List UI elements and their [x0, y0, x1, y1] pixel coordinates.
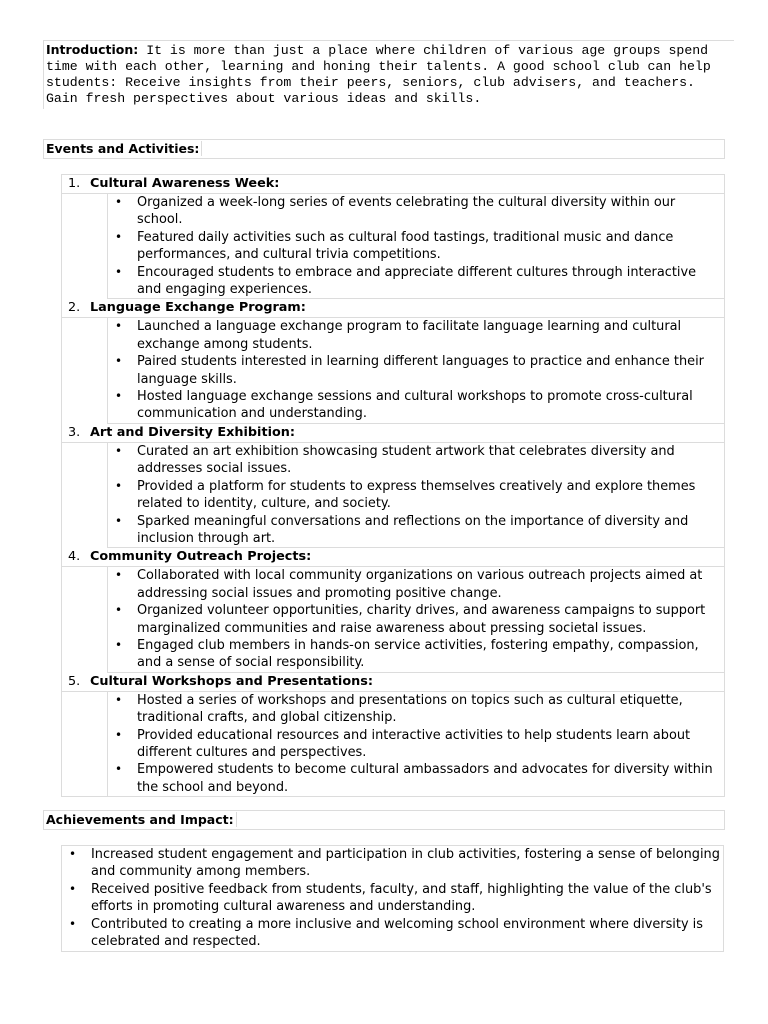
achievement-bullet: • Contributed to creating a more inclusive and welcoming school environment where diversity is celebrated and respected. [62, 916, 722, 951]
event-bullet: • Empowered students to become cultural ambassadors and advocates for diversity within the school and beyond. [108, 761, 724, 796]
event-bullet: • Provided a platform for students to express themselves creatively and explore themes related to identity, culture, and society. [108, 478, 724, 513]
event-title: Cultural Awareness Week: [90, 176, 280, 191]
achievements-heading-box [43, 810, 725, 830]
events-heading-box [43, 139, 725, 159]
event-number: 3. [68, 424, 81, 440]
event-number: 1. [68, 176, 81, 191]
event-item [62, 299, 724, 423]
event-title: Community Outreach Projects: [90, 549, 312, 565]
introduction-label: Introduction: [46, 42, 139, 57]
event-bullets [107, 692, 724, 796]
event-bullets [107, 318, 724, 423]
events-heading: Events and Activities: [46, 141, 202, 156]
event-bullet: • Organized a week-long series of events celebrating the cultural diversity within our school. [108, 194, 724, 229]
event-bullet: • Curated an art exhibition showcasing student artwork that celebrates diversity and addresses social issues. [108, 443, 724, 478]
event-bullet: • Featured daily activities such as cultural food tastings, traditional music and dance performances, and cultural trivia competitions. [108, 229, 724, 264]
event-number: 2. [68, 300, 81, 316]
event-bullet: • Launched a language exchange program to facilitate language learning and cultural exchange among students. [108, 318, 724, 353]
event-title-row [62, 175, 724, 194]
event-bullet: • Hosted a series of workshops and presentations on topics such as cultural etiquette, traditional crafts, and global citizenship. [108, 692, 724, 727]
achievement-bullet: • Increased student engagement and participation in club activities, fostering a sense of belonging and community among members. [62, 846, 722, 881]
event-bullet: • Organized volunteer opportunities, charity drives, and awareness campaigns to support marginalized communities and raise awareness about pressing societal issues. [108, 602, 724, 637]
event-title-row [62, 673, 724, 692]
event-number: 4. [68, 549, 81, 565]
event-bullets [107, 194, 724, 299]
event-bullet: • Paired students interested in learning different languages to practice and enhance their language skills. [108, 353, 724, 388]
event-bullets [107, 443, 724, 548]
event-title-row [62, 548, 724, 567]
event-item [62, 175, 724, 299]
event-item [62, 424, 724, 548]
achievements-list [61, 845, 724, 952]
event-bullet: • Collaborated with local community organizations on various outreach projects aimed at addressing social issues and promoting positive change. [108, 567, 724, 602]
event-title-row [62, 299, 724, 318]
introduction-text: It is more than just a place where children of various age groups spend time with each other, learning and honing their talents. A good school club can help students: Receive insights from their peers, seniors, club advisers, and teachers. Gain fresh perspectives about various ideas and skills. [46, 43, 711, 106]
event-title-row [62, 424, 724, 443]
event-bullet: • Provided educational resources and interactive activities to help students learn about different cultures and perspectives. [108, 727, 724, 762]
event-title: Art and Diversity Exhibition: [90, 424, 295, 440]
event-bullet: • Sparked meaningful conversations and reflections on the importance of diversity and inclusion through art. [108, 513, 724, 548]
event-bullet: • Encouraged students to embrace and appreciate different cultures through interactive and engaging experiences. [108, 264, 724, 299]
event-item [62, 673, 724, 796]
event-bullets [107, 567, 724, 672]
introduction-paragraph [43, 40, 734, 109]
events-list [61, 174, 725, 797]
achievements-heading: Achievements and Impact: [46, 812, 237, 827]
event-bullet: • Engaged club members in hands-on service activities, fostering empathy, compassion, and a sense of social responsibility. [108, 637, 724, 672]
achievement-bullet: • Received positive feedback from students, faculty, and staff, highlighting the value of the club's efforts in promoting cultural awareness and understanding. [62, 881, 722, 916]
event-title: Cultural Workshops and Presentations: [90, 673, 373, 689]
event-title: Language Exchange Program: [90, 300, 306, 316]
event-bullet: • Hosted language exchange sessions and cultural workshops to promote cross-cultural communication and understanding. [108, 388, 724, 423]
event-item [62, 548, 724, 672]
event-number: 5. [68, 673, 81, 689]
